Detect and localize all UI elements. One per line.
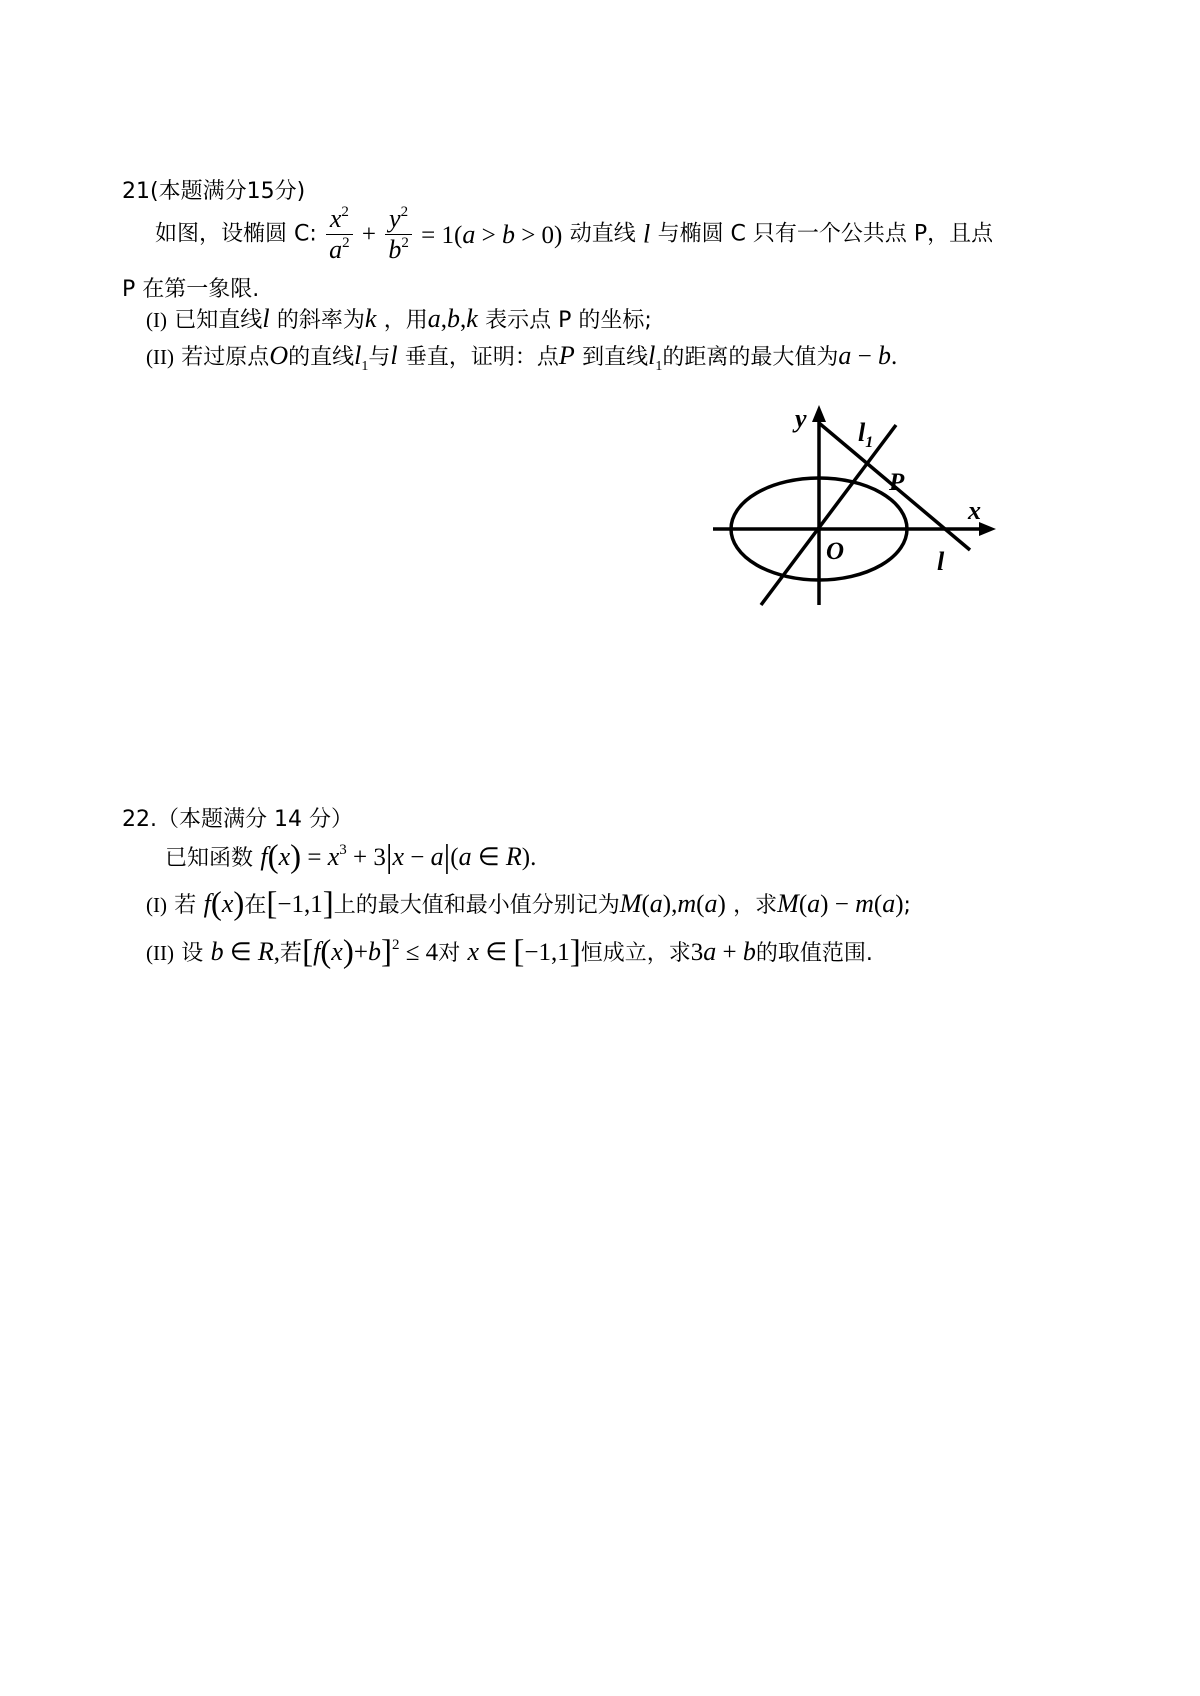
q22-stem: 已知函数 $f(x) = x^3 + 3|x - a|(a$ ∈ R). xyxy=(165,839,537,875)
x-axis-arrow xyxy=(979,522,996,536)
ellipse-condition: = 1(a > b > 0) xyxy=(421,219,563,249)
l1-label: $l_1$ xyxy=(858,418,874,451)
y-axis-arrow xyxy=(812,405,826,422)
q22-heading: 22.（本题满分 14 分） xyxy=(122,807,353,832)
function-definition: $f(x) = x^3 + 3|x - a|(a$ ∈ R). xyxy=(260,839,537,875)
q21-stem-intro: 如图，设椭圆 C: xyxy=(155,221,317,247)
q21-part1: (I) 已知直线l 的斜率为k ，用a,b,k 表示点 P 的坐标; xyxy=(146,304,652,333)
point-p-label: P xyxy=(889,469,905,496)
q21-stem-mid: 与椭圆 C 只有一个公共点 P，且点 xyxy=(657,221,994,247)
q22-part2: (II) 设 b ∈ R,若$[f(x)+b]^2 \le 4$对 x ∈ [−1,1]恒成立，求3a + b的取值范围. xyxy=(146,934,873,970)
ellipse-figure xyxy=(700,395,1010,615)
q21-stem-line2: P 在第一象限. xyxy=(122,277,260,302)
q21-heading: 21(本题满分15分) xyxy=(122,179,306,204)
q21-stem-moving-line: 动直线 xyxy=(569,221,636,247)
ellipse-fraction-y: $\frac{y^2}{b^2}$ xyxy=(385,206,412,263)
ellipse-fraction-x: $\frac{x^2}{a^2}$ xyxy=(326,206,353,263)
q21-stem-line1: 如图，设椭圆 C: $\frac{x^2}{a^2}$ + $\frac{y^2}{b^2}$ = 1(a > b > 0) 动直线 l 与椭圆 C 只有一个公共点 P，且点 xyxy=(155,204,994,264)
x-axis-label: x xyxy=(968,496,981,525)
q21-part2: (II) 若过原点O的直线$l_1$与l 垂直，证明：点P 到直线$l_1$的距离的最大值为a − b. xyxy=(146,341,898,374)
l-label: l xyxy=(937,547,945,576)
y-axis-label: y xyxy=(795,404,807,433)
origin-label: O xyxy=(826,538,845,565)
q22-part1: (I) 若 f(x)在[−1,1]上的最大值和最小值分别记为M(a),m(a) ，求M(a) − m(a); xyxy=(146,886,911,922)
